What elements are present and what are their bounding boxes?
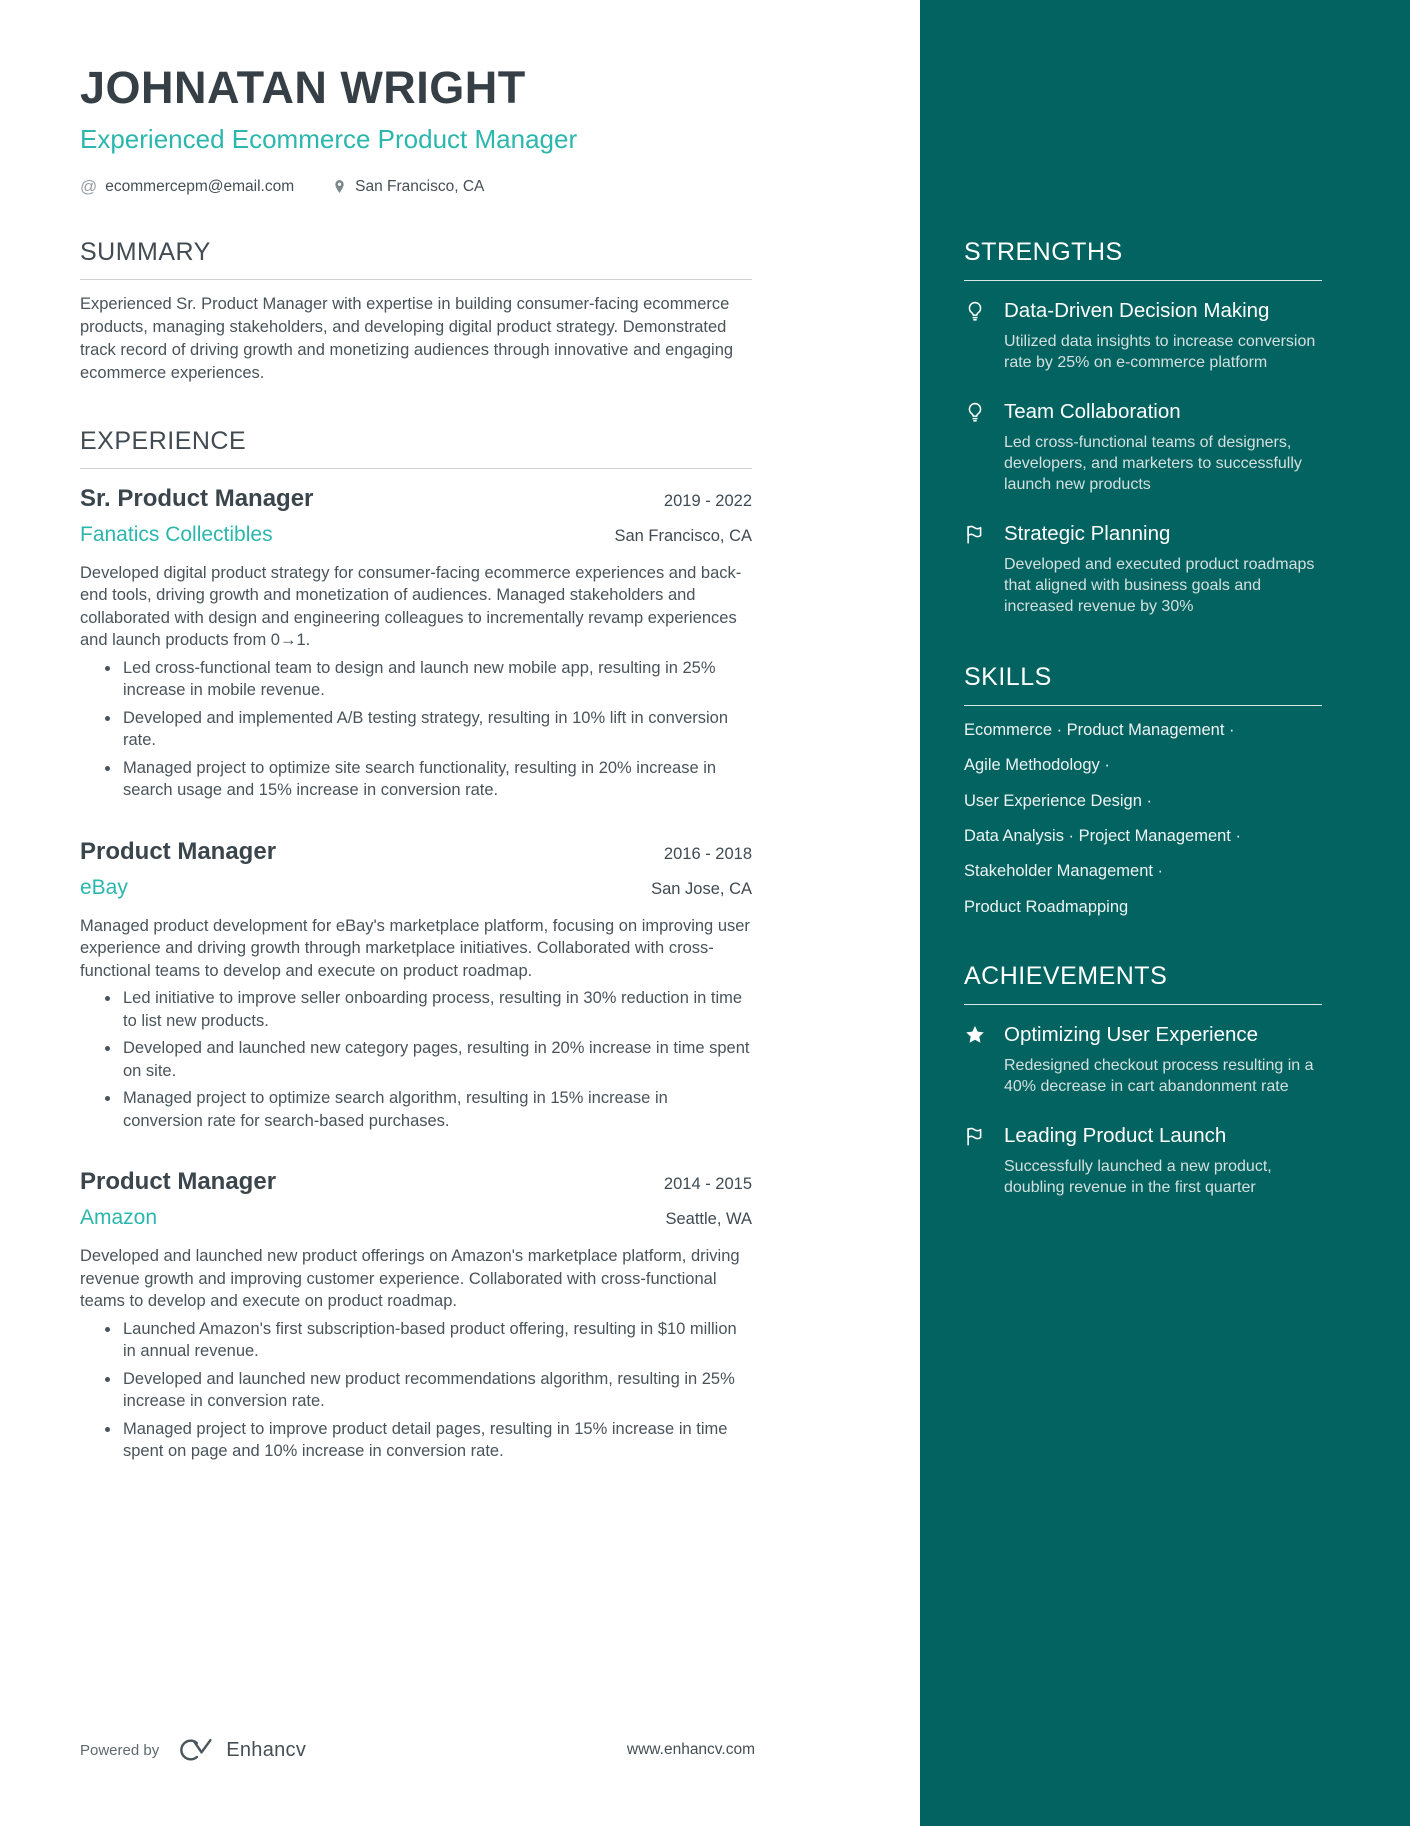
experience-section [80,427,752,1463]
job-bullet: • Managed project to optimize site search functionality, resulting in 20% increase in search usage and 15% increase in conversion rate. [121,757,752,802]
star-icon [964,1022,1004,1097]
skill-line: Agile Methodology · [964,756,1110,775]
location-value: San Francisco, CA [355,177,485,195]
summary-heading: SUMMARY [80,238,752,280]
email-value[interactable]: ecommercepm@email.com [105,177,295,195]
strengths-section [964,238,1322,617]
achievement-title: Leading Product Launch [1004,1123,1227,1147]
experience-entry [80,1168,752,1463]
job-location: San Francisco, CA [614,526,752,545]
job-title: Product Manager [80,1168,277,1196]
job-location: Seattle, WA [665,1210,752,1229]
flag-icon [964,521,1004,617]
enhancv-logo-icon [173,1736,217,1764]
skills-section [964,663,1322,916]
job-bullet: • Led initiative to improve seller onboarding process, resulting in 30% reduction in time to list new products. [121,987,752,1032]
email-contact [80,178,294,196]
skill-line: Ecommerce · Product Management · [964,721,1235,739]
strength-item [964,298,1322,373]
strengths-heading: STRENGTHS [964,238,1322,281]
strength-item [964,399,1322,495]
job-location: San Jose, CA [651,879,752,898]
job-bullet-list [80,657,752,802]
flag-icon [964,1123,1004,1198]
summary-text: Experienced Sr. Product Manager with expertise in building consumer-facing ecommerce products, managing stakeholders, and developing digital product strategy. Demonstrated track record of driving growth and monetizing audiences through innovative and engaging ecommerce experiences. [80,294,734,382]
powered-by-label: Powered by [80,1741,160,1759]
location-pin-icon [332,179,347,194]
skill-line: User Experience Design · [964,791,1152,810]
job-description: Developed and launched new product offerings on Amazon's marketplace platform, driving revenue growth and improving customer experience. Collaborated with cross-functional teams to develop and execute on product roadmap. [80,1247,740,1311]
job-bullet: • Led cross-functional team to design and launch new mobile app, resulting in 25% increase in mobile revenue. [121,657,752,702]
skills-list [964,722,1322,916]
achievement-description: Redesigned checkout process resulting in a 40% decrease in cart abandonment rate [1004,1056,1314,1095]
achievement-item [964,1022,1322,1097]
experience-entry [80,485,752,802]
lightbulb-icon [964,298,1004,373]
experience-heading: EXPERIENCE [80,427,752,469]
enhancv-logo-text: Enhancv [226,1738,307,1761]
achievement-description: Successfully launched a new product, doubling revenue in the first quarter [1004,1157,1272,1196]
job-description: Managed product development for eBay's marketplace platform, focusing on improving user experience and driving growth through marketplace initiatives. Collaborated with cross-functional teams to develop and execute on product roadmap. [80,916,750,980]
achievement-item [964,1123,1322,1198]
lightbulb-icon [964,399,1004,495]
skills-heading: SKILLS [964,663,1322,706]
strength-title: Strategic Planning [1004,522,1171,545]
summary-section [80,238,752,385]
job-bullet-list [80,1318,752,1463]
job-bullet: • Developed and launched new product recommendations algorithm, resulting in 25% increase in conversion rate. [121,1368,752,1413]
person-name: JOHNATAN WRIGHT [80,62,526,113]
strength-description: Led cross-functional teams of designers, developers, and marketers to successfully launch new products [1004,434,1302,493]
job-bullet: • Developed and implemented A/B testing strategy, resulting in 10% lift in conversion rate. [121,707,752,752]
strength-description: Utilized data insights to increase conversion rate by 25% on e-commerce platform [1004,333,1316,371]
strength-description: Developed and executed product roadmaps that aligned with business goals and increased revenue by 30% [1004,556,1315,615]
job-bullet: • Developed and launched new category pages, resulting in 20% increase in time spent on site. [121,1037,752,1082]
job-title: Product Manager [80,837,277,865]
experience-entry [80,838,752,1133]
job-company: eBay [80,875,128,899]
skill-line: Stakeholder Management · [964,862,1164,881]
strength-title: Data-Driven Decision Making [1004,299,1270,322]
achievements-section [964,962,1322,1198]
job-company: Fanatics Collectibles [80,522,273,546]
at-icon: @ [80,177,98,197]
job-dates: 2016 - 2018 [663,844,752,863]
job-dates: 2019 - 2022 [663,491,752,510]
job-bullet: • Managed project to optimize search algorithm, resulting in 15% increase in conversion rate for search-based purchases. [121,1087,752,1132]
job-company: Amazon [80,1206,158,1230]
job-bullet-list [80,987,752,1132]
skill-line: Data Analysis · Project Management · [964,826,1241,845]
strength-item [964,521,1322,617]
job-dates: 2014 - 2015 [663,1175,752,1194]
contact-row [80,178,752,196]
footer [80,1736,755,1764]
achievement-title: Optimizing User Experience [1004,1022,1259,1046]
job-title: Sr. Product Manager [80,484,314,512]
location-contact [332,178,484,196]
job-description: Developed digital product strategy for consumer-facing ecommerce experiences and back-end tools, driving growth and monetization of audiences. Managed stakeholders and collaborated with design and engineering colleagues to incrementally revamp experiences and launch products from 0→1. [80,563,742,650]
job-bullet: • Managed project to improve product detail pages, resulting in 15% increase in time spent on page and 10% increase in conversion rate. [121,1418,752,1463]
strength-title: Team Collaboration [1004,400,1181,423]
sidebar [920,0,1410,1826]
person-headline: Experienced Ecommerce Product Manager [80,123,578,154]
job-bullet: • Launched Amazon's first subscription-based product offering, resulting in $10 million in annual revenue. [121,1318,752,1363]
website-link[interactable]: www.enhancv.com [626,1741,755,1758]
skill-line: Product Roadmapping [964,897,1129,916]
achievements-heading: ACHIEVEMENTS [964,962,1322,1005]
enhancv-logo [173,1736,306,1764]
